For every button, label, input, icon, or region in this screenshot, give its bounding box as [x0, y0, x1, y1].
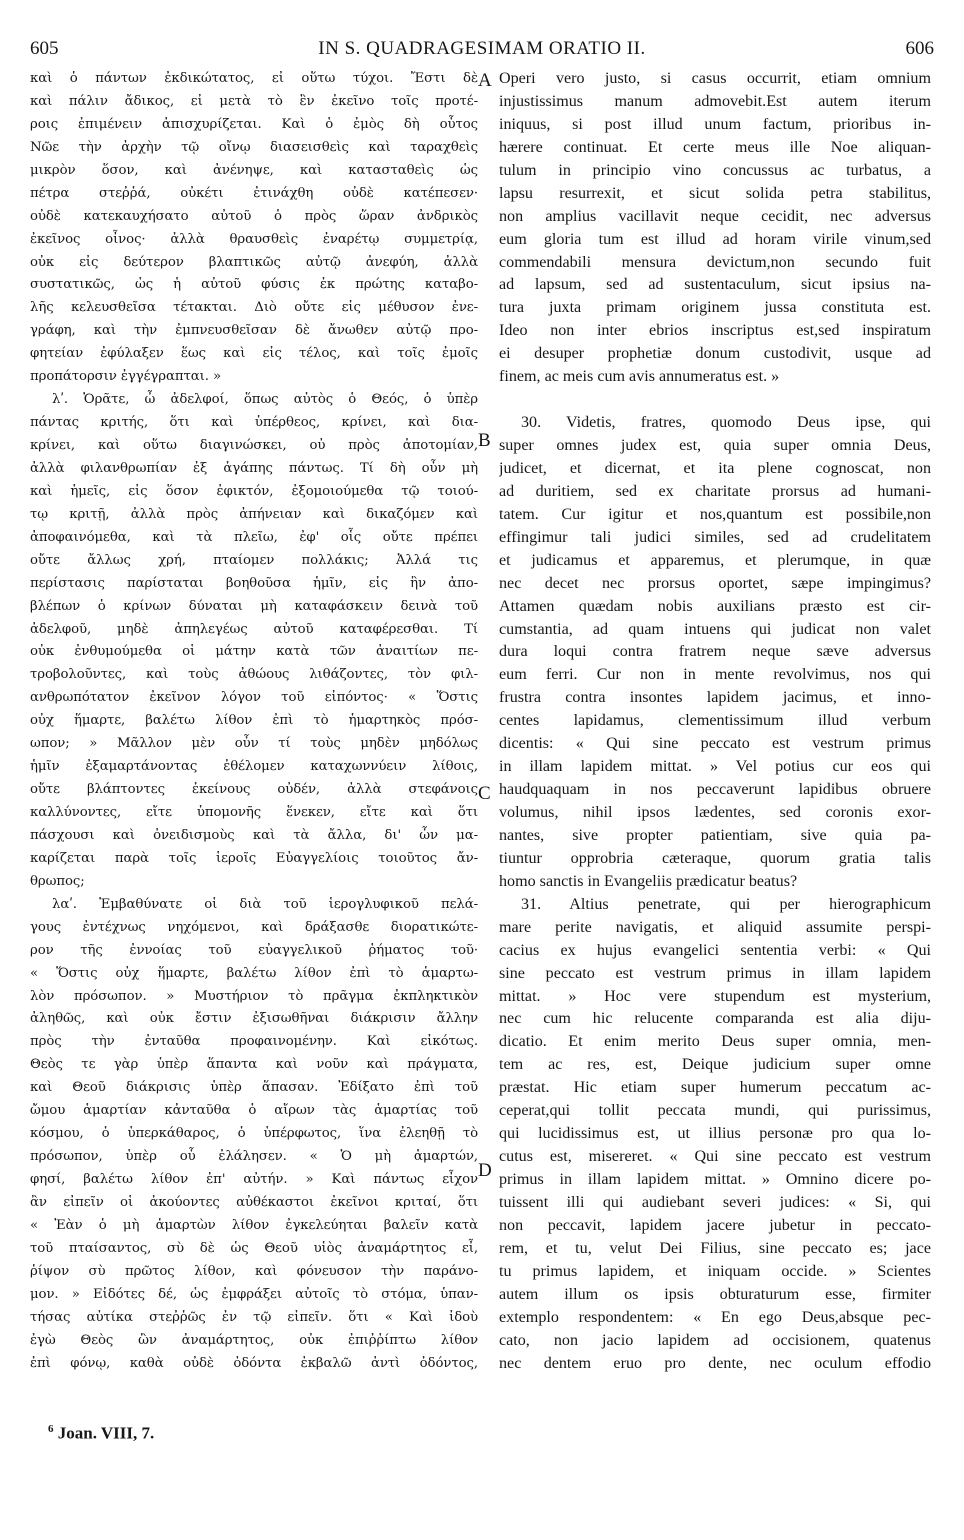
- latin-text-line: sine peccato est vestrum primus in illam lapidem: [499, 964, 931, 982]
- greek-text-line: φητείαν ἐφύλαξεν ἕως καὶ εἰς τέλος, καὶ τοῖς ἐμοῖς: [30, 346, 478, 362]
- greek-text-line: θρωπος;: [30, 873, 85, 889]
- latin-text-line: tem ac res, est, Deique judicium super omne: [499, 1056, 931, 1074]
- latin-text-line: tuissent illi qui audiebant severi judices: « Si, qui: [499, 1193, 931, 1211]
- greek-text-line: Νῶε τὴν ἀρχὴν τῷ οἴνῳ διασεισθεὶς καὶ ταραχθεὶς: [30, 139, 478, 155]
- greek-text-line: λαʹ. Ἐμβαθύνατε οἱ διὰ τοῦ ἱερογλυφικοῦ πελά-: [52, 896, 478, 912]
- greek-text-line: πάσχουσι καὶ ὀνειδισμοὺς καὶ τὰ ἄλλα, δι' ὧν μα-: [30, 827, 478, 843]
- greek-text-line: καὶ ἡμεῖς, εἰς ὅσον ἐφικτόν, ἐξομοιούμεθα τῷ τοιού-: [30, 483, 478, 499]
- greek-text-line: ἐκεῖνος οἶνος· ἀλλὰ θραυσθεὶς ἐναρέτῳ συμμετρίᾳ,: [30, 231, 478, 247]
- running-header: [30, 38, 934, 64]
- latin-text-line: cacius ex hujus evangelici sententia verbi: « Qui: [499, 941, 931, 959]
- greek-text-line: βλέπων ὁ κρίνων δύναται μὴ καταφάσκειν δεινὰ τοῦ: [30, 598, 478, 614]
- latin-text-line: effingimur tali judici similes, sed ad crudelitatem: [499, 528, 931, 546]
- latin-text-line: injustissimus manum admovebit.Est autem iterum: [499, 92, 931, 110]
- greek-text-line: συστατικῶς, ὡς ἡ αὐτοῦ φύσις ἐκ πρώτης καταβο-: [30, 277, 478, 293]
- greek-text-line: ἂν εἰπεῖν οἱ ἀκούοντες αὐθέκαστοι ἐκεῖνοι κριταί, ὅτι: [30, 1194, 478, 1210]
- greek-text-line: ἐπὶ φόνῳ, καθὰ οὐδὲ ὀδόντα ἐκβαλῶ ἀντὶ ὀδόντος,: [30, 1355, 478, 1371]
- latin-text-line: cutus est, misereret. « Qui sine peccato est vestrum: [499, 1148, 931, 1166]
- latin-text-line: haudquaquam in nos peccaverunt lapidibus obruere: [499, 781, 931, 799]
- greek-text-line: ἡμῖν ἐξαμαρτάνοντας ἐθέλομεν καταχωννύειν λίθοις,: [30, 759, 478, 775]
- greek-text-line: κρίνει, καὶ οὕτω διαγινώσκει, οὐ πρὸς ἀποτομίαν,: [30, 438, 478, 453]
- latin-text-line: tu primus lapidem, et iniquam occide. » Scientes: [499, 1262, 931, 1280]
- greek-text-line: περίστασις παρίσταται βοηθοῦσα ἡμῖν, εἰς ἣν ἀπο-: [30, 575, 478, 591]
- latin-text-line: autem illum os ipsis obturaturum esse, firmiter: [499, 1285, 931, 1303]
- greek-text-line: ωπον; » Μᾶλλον μὲν οὖν τί τοὺς μηδὲν μηδόλως: [30, 736, 478, 752]
- greek-text-line: τήσας αὐτίκα στεῤῥῶς ἐν τῷ εἰπεῖν. ὅτι « Καὶ ἰδοὺ: [30, 1309, 478, 1325]
- latin-text-line: mare perite navigatis, et aliquid assumite perspi-: [499, 918, 931, 936]
- latin-text-line: ceperat,qui tollit peccata mundi, qui purissimus,: [499, 1102, 931, 1120]
- greek-text-line: πρὸς τὴν ἐνταῦθα προφαινομένην. Καὶ εἰκότως.: [30, 1034, 478, 1050]
- greek-text-line: οὐκ εἰς δεύτερον βλαπτικῶς αὐτῷ ἀνεφύη, ἀλλὰ: [30, 254, 478, 270]
- greek-text-line: καὶ Θεοῦ διάκρισις ὑπὲρ ἅπασαν. Ἐδίξατο ἐπὶ τοῦ: [30, 1080, 478, 1096]
- footnote-text: Joan. VIII, 7.: [57, 1423, 155, 1443]
- greek-text-line: ῥίψον σὺ πρῶτος λίθον, καὶ φόνευσον τὴν παράνο-: [30, 1263, 478, 1279]
- greek-text-line: τροβολοῦντες, καὶ τοὺς ἀθώους λιθάζοντες, τὸν φιλ-: [30, 667, 478, 683]
- latin-text-line: tura juxta primam originem jussa constituta est.: [499, 299, 931, 317]
- section-marker-a: A: [478, 70, 492, 91]
- latin-text-line: cato, non jacio lapidem ad occisionem, quatenus: [499, 1331, 931, 1349]
- greek-text-line: καρίζεται παρὰ τοῖς ἱεροῖς Εὐαγγελίοις τοιοῦτος ἄν-: [30, 850, 478, 866]
- latin-text-line: qui lucidissimus est, ut illius personæ pro qua lo-: [499, 1125, 931, 1143]
- latin-text-line: nec dentem eruo pro dente, nec oculum effodio: [499, 1354, 931, 1372]
- latin-text-line: lapsu resurrexit, et sicut solida petra stabilitus,: [499, 184, 931, 202]
- latin-text-line: dura loqui contra fratrem neque sæve adversus: [499, 643, 931, 661]
- greek-text-line: μον. » Εἰδότες δέ, ὡς ἐμφράξει αὐτοῖς τὸ στόμα, ὑπαν-: [30, 1286, 478, 1302]
- greek-text-line: λὸν πρόσωπον. » Μυστήριον τὸ πρᾶγμα ἐκπληκτικὸν: [30, 988, 478, 1004]
- greek-text-line: ροις ἐπιμένειν ἀπισχυρίζεται. Καὶ ὁ ἐμὸς δὴ οὗτος: [30, 116, 478, 132]
- latin-text-line: nec decet nec prorsus oportet, sæpe impingimus?: [499, 574, 931, 592]
- greek-text-line: ἀδελφοῦ, μηδὲ ἀπηλεγέως αὐτοῦ καταφέρεσθαι. Τί: [30, 621, 478, 637]
- greek-text-line: ὤμου ἁμαρτίαν κἀνταῦθα ὁ αἴρων τὰς ἁμαρτίας τοῦ: [30, 1103, 478, 1119]
- latin-text-line: [499, 389, 931, 412]
- latin-text-line: Ideo non inter ebrios inscriptus est,sed inspiratum: [499, 322, 931, 340]
- latin-text-line: frustra contra insontes lapidem jacimus, et inno-: [499, 689, 931, 707]
- latin-text-line: tiuntur opprobria cæteraque, quorum gratia talis: [499, 849, 931, 867]
- latin-text-line: ei desuper prophetiæ donum custodivit, usque ad: [499, 345, 931, 363]
- latin-text-line: non peccavit, lapidem jacere jubetur in peccato-: [499, 1216, 931, 1234]
- greek-text-line: γράφη, καὶ τὴν ἐμπνευσθεῖσαν δὲ ἄνωθεν αὐτῷ προ-: [30, 323, 478, 339]
- greek-text-line: τῳ κριτῇ, ἀλλὰ πρὸς ἀπήνειαν καὶ δικαζόμεν καὶ: [30, 506, 478, 522]
- latin-text-line: eum ferri. Cur non in mente revolvimus, nos qui: [499, 666, 931, 684]
- greek-text-line: ἀληθῶς, καὶ οὐκ ἔστιν ἐξισωθῆναι διάκρισιν ἄλλην: [30, 1011, 478, 1027]
- latin-text-line: primus in illam lapidem mittat. » Omnino dicere po-: [499, 1171, 931, 1188]
- footnote-mark: 6: [48, 1423, 54, 1435]
- section-marker-c: C: [478, 783, 491, 804]
- latin-text-line: commendabili mensura devictum,non secundo fuit: [499, 253, 931, 271]
- greek-text-line: ρον τῆς ἐννοίας τοῦ εὐαγγελικοῦ ῥήματος τοῦ·: [30, 942, 478, 958]
- footnote: [48, 1423, 154, 1444]
- latin-text-line: dicatio. Et enim merito Deus super omnia, men-: [499, 1033, 931, 1051]
- greek-text-line: οὐδὲ κατεκαυχήσατο αὐτοῦ ὁ πρὸς ὥραν ἀνδρικὸς: [30, 208, 478, 224]
- latin-text-line: ad duritiem, sed ex charitate prorsus ad humani-: [499, 482, 931, 500]
- running-title: IN S. QUADRAGESIMAM ORATIO II.: [318, 38, 646, 59]
- greek-text-line: « Ἐὰν ὁ μὴ ἁμαρτὼν λίθον ἐγκελεύηται βαλεῖν κατὰ: [30, 1217, 478, 1233]
- latin-text-line: Attamen quædam nobis auxilians præsto est cir-: [499, 597, 931, 615]
- greek-text-line: τοῦ πταίσαντος, σὺ δὲ ὡς Θεοῦ υἱὸς ἀναμάρτητος εἶ,: [30, 1240, 478, 1256]
- greek-text-column: [30, 68, 478, 1375]
- greek-text-line: πάντας κριτής, ὅτι καὶ ὑπέρθεος, κρίνει, καὶ δια-: [30, 415, 478, 431]
- greek-text-line: ἀποφαινόμεθα, καὶ τὰ πλεῖω, ἐφ' οἷς οὔτε πρέπει: [30, 529, 478, 545]
- latin-text-line: nantes, sive propter patientiam, sive quia pa-: [499, 826, 931, 844]
- latin-text-line: Operi vero justo, si casus occurrit, etiam omnium: [499, 70, 931, 87]
- latin-text-line: ad lapsum, sed ad sustentaculum, sicut ipsius na-: [499, 276, 931, 294]
- latin-text-line: judicet, et dicernat, et ita plene cognoscat, non: [499, 459, 931, 477]
- latin-text-line: in illam lapidem mittat. » Vel potius cur eos qui: [499, 758, 931, 776]
- greek-text-line: πρόσωπον, ὑπὲρ οὗ ἐλάλησεν. « Ὁ μὴ ἁμαρτών,: [30, 1149, 478, 1165]
- greek-text-line: μικρὸν ὅσον, καὶ ἀνένηψε, καὶ κατασταθεὶς ὡς: [30, 162, 478, 178]
- latin-text-line: non amplius vacillavit neque cecidit, nec adversus: [499, 207, 931, 225]
- section-marker-b: B: [478, 430, 491, 451]
- latin-text-line: finem, ac meis cum avis annumeratus est. »: [499, 368, 780, 386]
- latin-text-line: centes lapidamus, clementissimum illud verbum: [499, 712, 931, 730]
- greek-text-line: ἀλλὰ φιλανθρωπίαν ἐξ ἀγάπης πάντως. Τί δὴ οὖν μὴ: [30, 460, 478, 476]
- greek-text-line: καὶ πάλιν ἄδικος, εἰ μετὰ τὸ ἓν ἐκεῖνο τοῖς προτέ-: [30, 93, 478, 109]
- latin-text-line: cumstantia, ad quam intuens qui judicat non valet: [499, 620, 931, 638]
- section-marker-d: D: [478, 1160, 492, 1181]
- latin-text-line: 30. Videtis, fratres, quomodo Deus ipse, qui: [521, 414, 931, 432]
- greek-text-line: κόσμου, ὁ ὑπερκάθαρος, ὁ ὑπέρφωτος, ἵνα ἐλεηθῇ τὸ: [30, 1126, 478, 1142]
- greek-text-line: οὔτε βλάπτοντες ἐκείνους οὐδέν, ἀλλὰ στεφάνοις: [30, 782, 478, 798]
- latin-text-line: iniquus, si post illud unum factum, prioribus in-: [499, 115, 931, 133]
- greek-text-line: λʹ. Ὁρᾶτε, ὦ ἀδελφοί, ὅπως αὐτὸς ὁ Θεός, ὁ ὑπὲρ: [52, 392, 478, 408]
- page-number-right: 606: [905, 38, 934, 59]
- greek-text-line: λῆς κελευσθεῖσα τέτακται. Διὸ οὔτε εἰς μέθυσον ἐνε-: [30, 300, 478, 316]
- latin-text-column: [499, 68, 931, 1375]
- greek-text-line: ανθρωπότατον ἐκεῖνον λόγον τοῦ εἰπόντος· « Ὅστις: [30, 690, 478, 706]
- greek-text-line: ἐγὼ Θεὸς ὢν ἀναμάρτητος, οὐκ ἐπιῤῥίπτω λίθον: [30, 1332, 478, 1348]
- greek-text-line: οὐχ ἥμαρτε, βαλέτω λίθον ἐπὶ τὸ ἡμαρτηκὸς πρόσ-: [30, 713, 478, 729]
- latin-text-line: et judicamus et apparemus, et plerumque, in quæ: [499, 551, 931, 569]
- greek-text-line: οὔτε ἄλλως χρή, πταίομεν πολλάκις; Ἀλλά τις: [30, 552, 478, 568]
- greek-text-line: οὐκ ἐνθυμούμεθα οἱ μάτην κατὰ τῶν ἀναιτίων πε-: [30, 644, 478, 660]
- latin-text-line: volumus, nihil ipsos lædentes, sed coronis exor-: [499, 804, 931, 821]
- latin-text-line: rem, et tu, velut Dei Filius, sine peccato es; jace: [499, 1239, 931, 1257]
- page-number-left: 605: [30, 38, 59, 59]
- latin-text-line: homo sanctis in Evangeliis prædicatur beatus?: [499, 872, 798, 890]
- latin-text-line: tatem. Cur igitur et nos,quantum est possibile,non: [499, 505, 931, 523]
- latin-text-line: super omnes judex est, quia super omnia Deus,: [499, 437, 931, 454]
- greek-text-line: φησί, βαλέτω λίθον ἐπ' αὐτήν. » Καὶ πάντως εἶχον: [30, 1172, 478, 1187]
- greek-text-line: καὶ ὁ πάντων ἐκδικώτατος, εἰ οὕτω τύχοι. Ἔστι δὲ: [30, 71, 478, 86]
- greek-text-line: Θεὸς τε γὰρ ὑπὲρ ἅπαντα καὶ νοῦν καὶ πράγματα,: [30, 1057, 478, 1073]
- greek-text-line: πέτρα στεῤῥά, οὐκέτι ἐτινάχθη οὐδὲ κατέπεσεν·: [30, 185, 478, 201]
- greek-text-line: γους ἐντέχνως νηχόμενοι, καὶ δράξασθε διορατικώτε-: [30, 919, 478, 935]
- latin-text-line: hærere continuat. Et certe meus ille Noe aliquan-: [499, 138, 931, 156]
- latin-text-line: extemplo respondentem: « En ego Deus,absque pec-: [499, 1308, 931, 1326]
- latin-text-line: 31. Altius penetrate, qui per hierographicum: [521, 895, 931, 913]
- latin-text-line: eum gloria tum est illud ad horam virile vinum,sed: [499, 230, 931, 248]
- greek-text-line: « Ὅστις οὐχ ἥμαρτε, βαλέτω λίθον ἐπὶ τὸ ἁμαρτω-: [30, 965, 478, 981]
- greek-text-line: προπάτορσιν ἐγγέγραπται. »: [30, 369, 221, 385]
- latin-text-line: nec cum hic relucente comparanda est alia diju-: [499, 1010, 931, 1028]
- latin-text-line: mittat. » Hoc vere stupendum est mysterium,: [499, 987, 931, 1005]
- greek-text-line: καλλύνοντες, εἴτε ὑπομονῆς ἕνεκεν, εἴτε καὶ ὅτι: [30, 805, 478, 820]
- latin-text-line: dicentis: « Qui sine peccato est vestrum primus: [499, 735, 931, 753]
- latin-text-line: præstat. Hic etiam super humerum peccatum ac-: [499, 1079, 931, 1097]
- latin-text-line: tulum in principio vino concussus ac turbatus, a: [499, 161, 931, 179]
